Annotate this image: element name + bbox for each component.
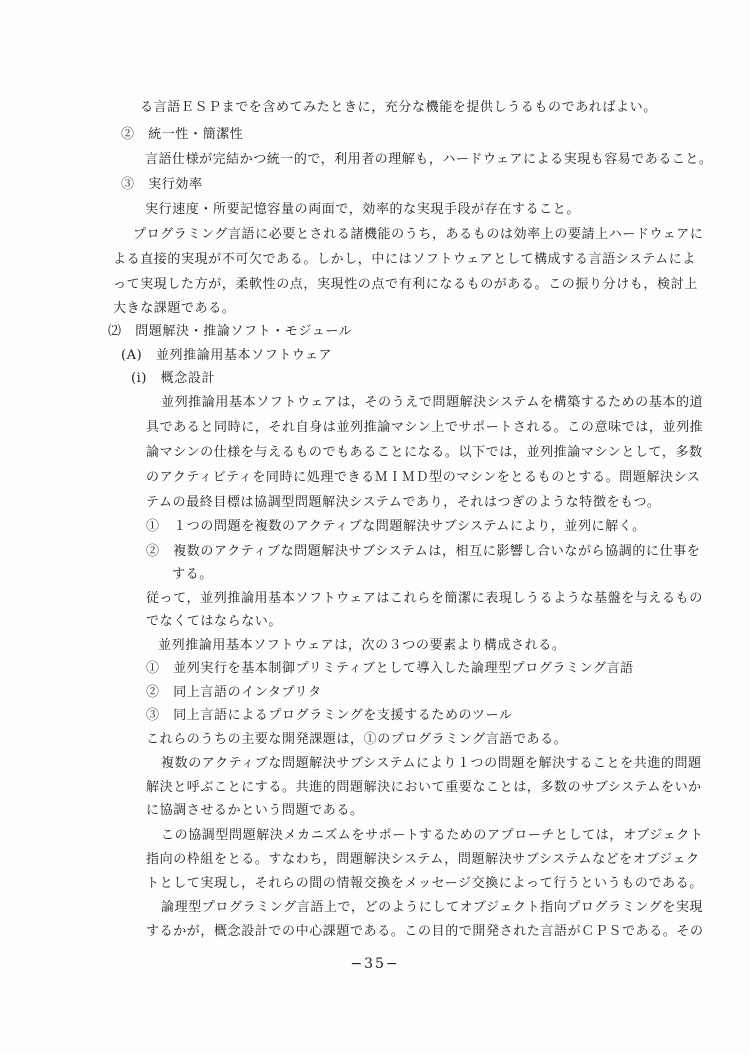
- text-line-34: 論理型プログラミング言語上で，どのようにしてオブジェクト指向プログラミングを実現: [161, 900, 704, 915]
- text-line-6: プログラミング言語に必要とされる諸機能のうち，あるものは効率上の要請上ハードウェアに: [133, 227, 704, 242]
- text-line-31: この協調型問題解決メカニズムをサポートするためのアプローチとしては，オブジェクト: [161, 828, 704, 843]
- text-line-28: 複数のアクティブな問題解決サブシステムにより１つの問題を解決することを共進的問題: [161, 756, 702, 771]
- component-item-3: ③ 同上言語によるプログラミングを支援するためのツール: [146, 708, 513, 723]
- text-line-32: 指向の枠組をとる。すなわち，問題解決システム，問題解決サブシステムなどをオブジェク: [146, 852, 700, 867]
- text-line-35: するかが，概念設計での中心課題である。この目的で開発された言語がＣＰＳである。その: [146, 924, 704, 939]
- list-item-2: ② 複数のアクティブな問題解決サブシステムは，相互に影響し合いながら協調的に仕事を: [146, 544, 701, 559]
- text-line-14: 具であると同時に，それ自身は並列推論マシン上でサポートされる。この意味では，並列推: [146, 420, 704, 435]
- text-line-15: 論マシンの仕様を与えるものでもあることになる。以下では，並列推論マシンとして，多数: [146, 445, 703, 460]
- text-line-27: これらのうちの主要な開発課題は，①のプログラミング言語である。: [146, 732, 568, 747]
- text-line-30: に協調させるかという問題である。: [146, 803, 364, 818]
- subsection-heading-A: (A) 並列推論用基本ソフトウェア: [121, 348, 333, 363]
- text-line-9: 大きな課題である。: [113, 301, 236, 316]
- list-item-1: ① １つの問題を複数のアクティブな問題解決サブシステムにより，並列に解く。: [146, 519, 646, 534]
- item-heading-consistency: ② 統一性・簡潔性: [121, 127, 244, 142]
- text-line-23: 並列推論用基本ソフトウェアは，次の３つの要素より構成される。: [158, 638, 566, 653]
- text-line-21: 従って，並列推論用基本ソフトウェアはこれらを簡潔に表現しうるような基盤を与えるもの: [146, 591, 703, 606]
- text-line-17: テムの最終目標は協調型問題解決システムであり，それはつぎのような特徴をもつ。: [146, 495, 661, 510]
- list-item-2-cont: する。: [172, 567, 213, 582]
- text-line-8: って実現した方が，柔軟性の点，実現性の点で有利になるものがある。この振り分けも，検討上: [113, 277, 698, 292]
- text-line-13: 並列推論用基本ソフトウェアは，そのうえで問題解決システムを構築するための基本的道: [161, 395, 704, 410]
- text-line-3: 言語仕様が完結かつ統一的で，利用者の理解も，ハードウェアによる実現も容易であること。: [145, 152, 713, 167]
- text-line-7: よる直接的実現が不可欠である。しかし，中にはソフトウェアとして構成する言語システムによ: [113, 252, 696, 267]
- page-number: −35−: [350, 956, 400, 972]
- text-line-33: トとして実現し，それらの間の情報交換をメッセージ交換によって行うというものである。: [146, 876, 703, 891]
- item-heading-efficiency: ③ 実行効率: [121, 177, 203, 192]
- text-line-29: 解決と呼ぶことにする。共進的問題解決において重要なことは，多数のサブシステムをいか: [146, 780, 702, 795]
- subsubsection-heading-i: (ⅰ) 概念設計: [131, 371, 216, 386]
- text-line-1: る言語ＥＳＰまでを含めてみたときに，充分な機能を提供しうるものであればよい。: [140, 100, 657, 115]
- text-line-22: でなくてはならない。: [146, 614, 283, 629]
- text-line-5: 実行速度・所要記憶容量の両面で，効率的な実現手段が存在すること。: [145, 202, 580, 217]
- component-item-1: ① 並列実行を基本制御プリミティブとして導入した論理型プログラミング言語: [146, 661, 634, 676]
- text-line-16: のアクティビティを同時に処理できるＭＩＭＤ型のマシンをとるものとする。問題解決シス: [146, 470, 701, 485]
- section-heading-problem-solving: ⑵ 問題解決・推論ソフト・モジュール: [108, 324, 353, 339]
- component-item-2: ② 同上言語のインタプリタ: [146, 685, 322, 700]
